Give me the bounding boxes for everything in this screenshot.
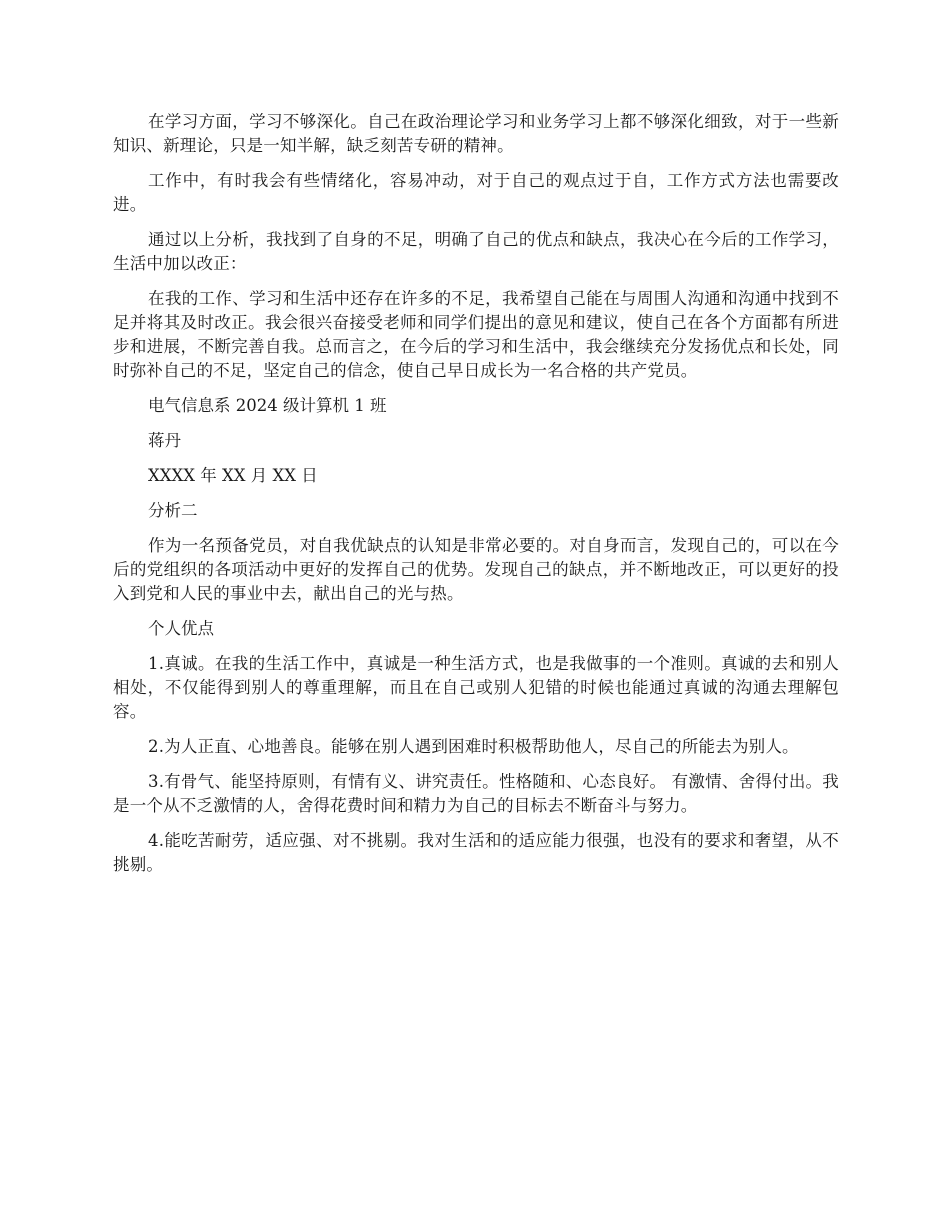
- strength-item-4: 4.能吃苦耐劳，适应强、对不挑剔。我对生活和的适应能力很强，也没有的要求和奢望，从不挑剔。: [113, 831, 839, 874]
- strength-item-1: 1.真诚。在我的生活工作中，真诚是一种生活方式，也是我做事的一个准则。真诚的去和别人相处，不仅能得到别人的尊重理解，而且在自己或别人犯错的时候也能通过真诚的沟通去理解包容。: [113, 654, 839, 721]
- paragraph-resolution: 在我的工作、学习和生活中还存在许多的不足，我希望自己能在与周围人沟通和沟通中找到不足并将其及时改正。我会很兴奋接受老师和同学们提出的意见和建议，使自己在各个方面都有所进步和进展，不断完善自我。总而言之，在今后的学习和生活中，我会继续充分发扬优点和长处，同时弥补自己的不足，坚定自己的信念，使自己早日成长为一名合格的共产党员。: [113, 289, 839, 380]
- section-title: 分析二: [148, 501, 198, 520]
- paragraph-analysis: 通过以上分析，我找到了自身的不足，明确了自己的优点和缺点，我决心在今后的工作学习，生活中加以改正：: [113, 230, 839, 273]
- signature-name: 蒋丹: [148, 431, 181, 450]
- signature-department: 电气信息系 2024 级计算机 1 班: [148, 396, 387, 415]
- document-body: [113, 110, 839, 888]
- strength-item-2: 2.为人正直、心地善良。能够在别人遇到困难时积极帮助他人，尽自己的所能去为别人。: [148, 737, 799, 756]
- paragraph-work: 工作中，有时我会有些情绪化，容易冲动，对于自己的观点过于自，工作方式方法也需要改进。: [113, 171, 839, 214]
- strengths-heading: 个人优点: [148, 619, 214, 638]
- strength-item-3: 3.有骨气、能坚持原则，有情有义、讲究责任。性格随和、心态良好。 有激情、舍得付出。我是一个从不乏激情的人，舍得花费时间和精力为自己的目标去不断奋斗与努力。: [113, 772, 839, 815]
- signature-date: XXXX 年 XX 月 XX 日: [148, 466, 318, 485]
- paragraph-study: 在学习方面，学习不够深化。自己在政治理论学习和业务学习上都不够深化细致，对于一些新知识、新理论，只是一知半解，缺乏刻苦专研的精神。: [113, 112, 839, 155]
- paragraph-intro: 作为一名预备党员，对自我优缺点的认知是非常必要的。对自身而言，发现自己的，可以在今后的党组织的各项活动中更好的发挥自己的优势。发现自己的缺点，并不断地改正，可以更好的投入到党和人民的事业中去，献出自己的光与热。: [113, 536, 839, 603]
